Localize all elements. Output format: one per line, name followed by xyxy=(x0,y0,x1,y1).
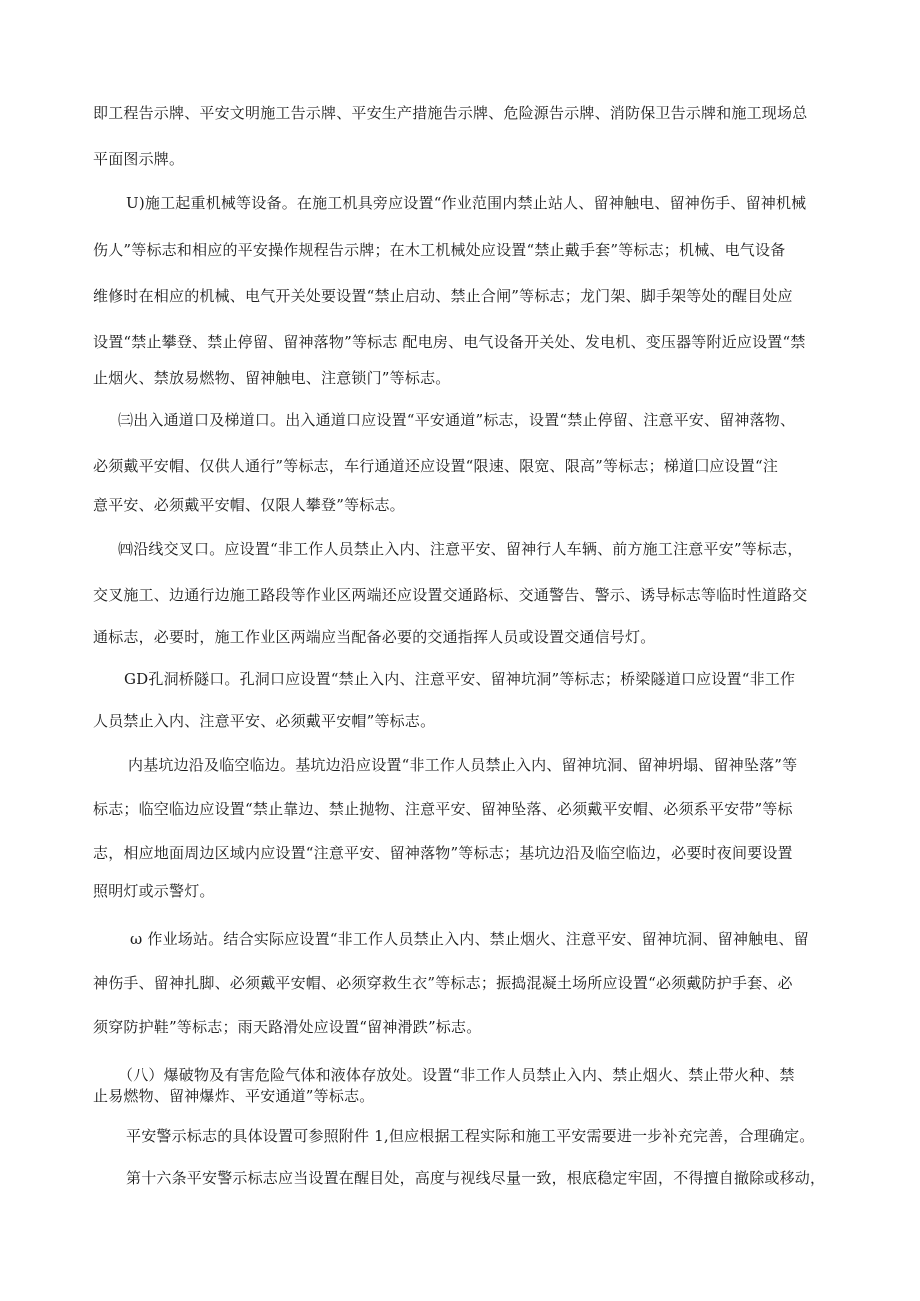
body-text-line: 交叉施工、边通行边施工路段等作业区两端还应设置交通路标、交通警告、警示、诱导标志等临时性道路交 xyxy=(93,586,808,604)
body-text-line: 意平安、必须戴平安帽、仅限人攀登”等标志。 xyxy=(93,496,405,514)
body-text-line: 维修时在相应的机械、电气开关处要设置“禁止启动、禁止合闸”等标志；龙门架、脚手架等处的醒目处应 xyxy=(93,287,793,305)
body-text-line: 即工程告示牌、平安文明施工告示牌、平安生产措施告示牌、危险源告示牌、消防保卫告示牌和施工现场总 xyxy=(93,104,808,122)
body-text-line: 止烟火、禁放易燃物、留神触电、注意锁门”等标志。 xyxy=(93,369,451,387)
body-text-line: 止易燃物、留神爆炸、平安通道”等标志。 xyxy=(93,1087,375,1105)
paragraph-start-line: ㈣沿线交叉口。应设置“非工作人员禁止入内、注意平安、留神行人车辆、前方施工注意平安”等标志， xyxy=(118,540,803,558)
body-text-line: 志，相应地面周边区域内应设置“注意平安、留神落物”等标志；基坑边沿及临空临边，必要时夜间要设置 xyxy=(93,844,793,862)
paragraph-start-line: GD孔洞桥隧口。孔洞口应设置“禁止入内、注意平安、留神坑洞”等标志；桥梁隧道口应设置“非工作 xyxy=(124,670,796,688)
body-text-line: 神伤手、留神扎脚、必须戴平安帽、必须穿救生衣”等标志；振捣混凝土场所应设置“必须戴防护手套、必 xyxy=(93,974,793,992)
body-text-line: 人员禁止入内、注意平安、必须戴平安帽”等标志。 xyxy=(93,712,436,730)
paragraph-start-line: （八）爆破物及有害危险气体和液体存放处。设置“非工作人员禁止入内、禁止烟火、禁止带火种、禁 xyxy=(118,1066,795,1084)
paragraph-start-line: 第十六条平安警示标志应当设置在醒目处，高度与视线尽量一致，根底稳定牢固，不得擅自撤除或移动， xyxy=(126,1169,826,1187)
body-text-line: 标志；临空临边应设置“禁止靠边、禁止抛物、注意平安、留神坠落、必须戴平安帽、必须系平安带”等标 xyxy=(93,800,793,818)
body-text-line: 通标志，必要时，施工作业区两端应当配备必要的交通指挥人员或设置交通信号灯。 xyxy=(93,628,656,646)
body-text-line: 平面图示牌。 xyxy=(93,150,185,168)
paragraph-start-line: ㈢出入通道口及梯道口。出入通道口应设置“平安通道”标志，设置“禁止停留、注意平安、留神落物、 xyxy=(118,411,796,429)
body-text-line: 伤人”等标志和相应的平安操作规程告示牌；在木工机械处应设置“禁止戴手套”等标志；机械、电气设备 xyxy=(93,241,786,259)
body-text-line: 照明灯或示警灯。 xyxy=(93,882,215,900)
body-text-line: 必须戴平安帽、仅供人通行”等标志，车行通道还应设置“限速、限宽、限高”等标志；梯道囗应设置“注 xyxy=(93,457,779,475)
paragraph-start-line: 内基坑边沿及临空临边。基坑边沿应设置“非工作人员禁止入内、留神坑洞、留神坍塌、留神坠落”等 xyxy=(128,756,798,774)
paragraph-start-line: 平安警示标志的具体设置可参照附件 1,但应根据工程实际和施工平安需要进一步补充完善，合理确定。 xyxy=(126,1127,815,1145)
paragraph-start-line: ω 作业场站。结合实际应设置“非工作人员禁止入内、禁止烟火、注意平安、留神坑洞、留神触电、留 xyxy=(130,930,809,948)
body-text-line: 设置“禁止攀登、禁止停留、留神落物”等标志 配电房、电气设备开关处、发电机、变压器等附近应设置“禁 xyxy=(93,333,806,351)
body-text-line: 须穿防护鞋”等标志；雨天路滑处应设置“留神滑跌”标志。 xyxy=(93,1018,482,1036)
paragraph-start-line: U)施工起重机械等设备。在施工机具旁应设置“作业范围内禁止站人、留神触电、留神伤手、留神机械 xyxy=(126,194,807,212)
